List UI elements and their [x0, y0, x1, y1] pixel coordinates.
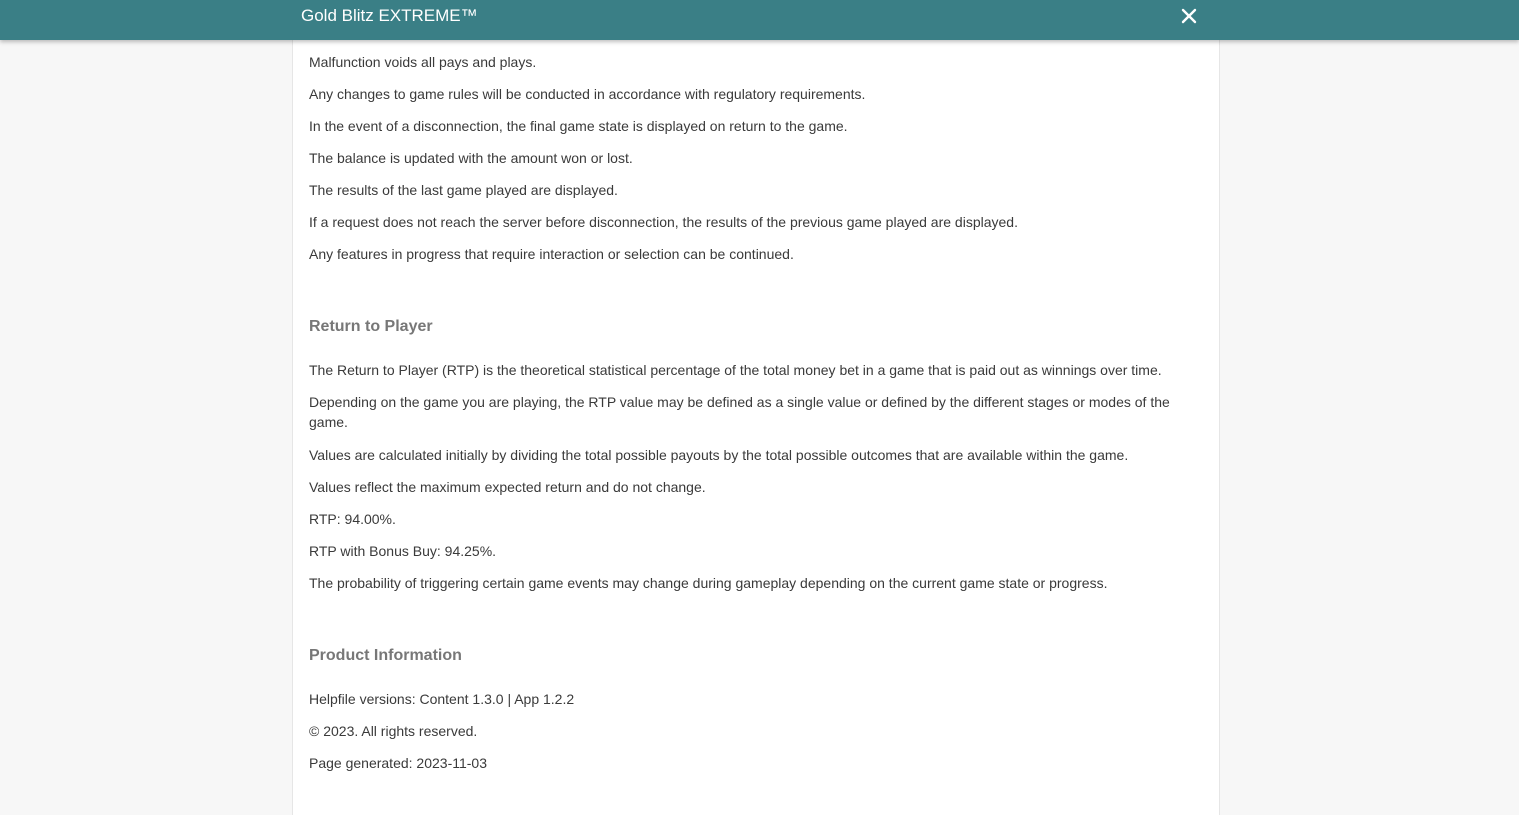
rtp-heading: Return to Player: [309, 318, 433, 335]
rtp-paragraph: Values are calculated initially by dividing the total possible payouts by the total possible outcomes that are available within the game.: [309, 447, 1129, 463]
close-icon[interactable]: [1178, 5, 1200, 27]
helpfile-versions: Helpfile versions: Content 1.3.0 | App 1.2.2: [309, 691, 575, 707]
page-title: Gold Blitz EXTREME™: [301, 6, 478, 25]
product-info-heading: Product Information: [309, 647, 462, 664]
rtp-paragraph: The probability of triggering certain game events may change during gameplay depending on the current game state or progress.: [309, 575, 1108, 591]
general-paragraph: The balance is updated with the amount won or lost.: [309, 150, 633, 166]
general-paragraph: Any features in progress that require interaction or selection can be continued.: [309, 246, 794, 262]
general-paragraph: In the event of a disconnection, the final game state is displayed on return to the game.: [309, 118, 848, 134]
rtp-paragraph: Depending on the game you are playing, the RTP value may be defined as a single value or defined by the different stages or modes of the game.: [309, 394, 1170, 430]
page-generated-date: Page generated: 2023-11-03: [309, 755, 487, 771]
general-paragraph: Any changes to game rules will be conducted in accordance with regulatory requirements.: [309, 86, 866, 102]
general-paragraph: Malfunction voids all pays and plays.: [309, 54, 537, 70]
general-paragraph: The results of the last game played are displayed.: [309, 182, 618, 198]
rtp-paragraph: Values reflect the maximum expected return and do not change.: [309, 479, 706, 495]
rtp-paragraph: The Return to Player (RTP) is the theoretical statistical percentage of the total money bet in a game that is paid out as winnings over time.: [309, 362, 1162, 378]
copyright-text: © 2023. All rights reserved.: [309, 723, 478, 739]
header-bar: [0, 0, 1519, 40]
close-button[interactable]: [1178, 5, 1200, 27]
rtp-value: RTP: 94.00%.: [309, 511, 396, 527]
help-content-panel[interactable]: [292, 40, 1220, 815]
rtp-bonus-buy-value: RTP with Bonus Buy: 94.25%.: [309, 543, 497, 559]
general-paragraph: If a request does not reach the server before disconnection, the results of the previous game played are displayed.: [309, 214, 1018, 230]
